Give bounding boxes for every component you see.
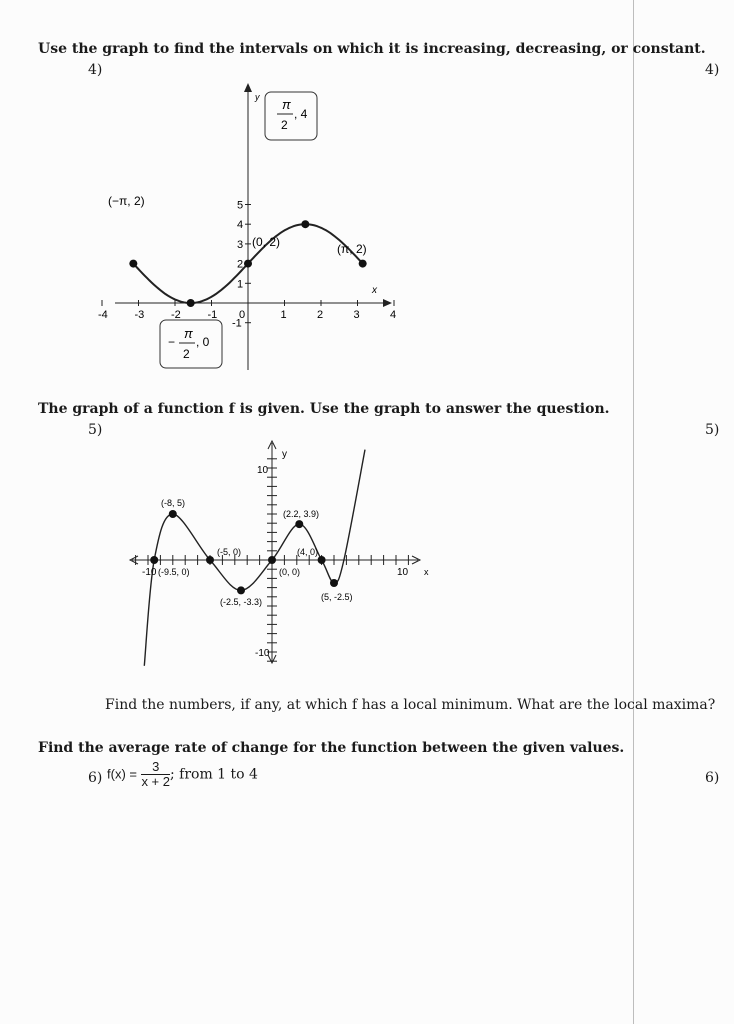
problem-5-number: 5) [88, 422, 103, 438]
problem-6-heading: Find the average rate of change for the function between the given values. [38, 740, 625, 756]
graph-4-x-tick-label: -3 [134, 309, 145, 321]
problem-4-number: 4) [88, 62, 103, 78]
graph-5-x-tick-neg10: -10 [142, 567, 157, 578]
graph-4-x-tick-label: 2 [317, 309, 324, 321]
problem-5-answer-number: 5) [705, 422, 720, 438]
graph-5-y-label: y [282, 449, 287, 460]
graph-4-y-tick-label: 4 [237, 219, 244, 232]
graph-5-point [237, 586, 245, 594]
graph-4-point [301, 220, 309, 228]
graph-4-label-min [160, 320, 222, 368]
graph-4-y-tick-label: 5 [237, 199, 244, 212]
graph-5-point [318, 556, 326, 564]
expr-suffix: ; from 1 to 4 [169, 766, 258, 783]
graph-4-y-tick-label: -1 [232, 317, 242, 330]
graph-4-point [359, 260, 367, 268]
svg-text:, 4: , 4 [294, 107, 308, 121]
expr-denominator: x + 2 [141, 774, 170, 789]
graph-5-label-neg8: (-8, 5) [161, 498, 186, 508]
problem-4-answer-number: 4) [705, 62, 720, 78]
expr-numerator: 3 [141, 760, 170, 775]
graph-4-y-tick-label: 3 [237, 238, 244, 251]
graph-5 [120, 435, 430, 675]
svg-text:, 0: , 0 [196, 335, 210, 349]
graph-5-label-5: (5, -2.5) [321, 592, 353, 602]
graph-5-label-neg2-5: (-2.5, -3.3) [220, 597, 263, 607]
svg-text:π: π [184, 326, 193, 341]
graph-4-x-arrow [383, 299, 392, 307]
problem-5-question: Find the numbers, if any, at which f has a local minimum. What are the local maxima? [105, 697, 716, 713]
problem-5-heading: The graph of a function f is given. Use the graph to answer the question. [38, 401, 610, 417]
graph-5-y-tick-neg10: -10 [255, 648, 270, 659]
graph-5-label-4: (4, 0) [297, 547, 319, 557]
graph-4-label-zero: (0, 2) [252, 235, 281, 249]
graph-4 [100, 80, 400, 380]
problem-6-answer-number: 6) [705, 770, 720, 786]
graph-4-x-label: x [372, 285, 377, 296]
graph-5-x-label: x [424, 567, 429, 577]
svg-text:2: 2 [281, 118, 288, 132]
expr-prefix: f(x) = [107, 766, 137, 782]
graph-4-point [129, 260, 137, 268]
graph-4-x-tick-label: -2 [171, 309, 181, 321]
answer-margin-line [633, 0, 634, 1024]
graph-5-point [330, 579, 338, 587]
graph-4-x-tick-label: 0 [239, 309, 246, 321]
graph-4-label-pi: (π, 2) [337, 242, 367, 256]
graph-4-y-label: y [255, 92, 260, 102]
graph-4-x-tick-label: -4 [98, 309, 108, 321]
graph-5-label-2-2: (2.2, 3.9) [283, 509, 320, 519]
graph-4-y-arrow [244, 83, 252, 92]
expr-fraction [141, 760, 170, 789]
graph-4-label-max [265, 92, 317, 140]
graph-5-point [268, 556, 276, 564]
graph-5-point [295, 520, 303, 528]
graph-5-point [150, 556, 158, 564]
graph-5-curve [144, 450, 365, 666]
graph-5-y-tick-10: 10 [257, 465, 269, 476]
graph-4-x-tick-label: -1 [207, 309, 218, 321]
graph-5-label-neg5: (-5, 0) [217, 547, 242, 557]
svg-text:2: 2 [183, 347, 190, 361]
graph-4-x-tick-label: 4 [390, 309, 397, 321]
graph-4-x-tick-label: 1 [280, 309, 287, 321]
graph-5-point [206, 556, 214, 564]
problem-6-expression [107, 760, 258, 789]
graph-5-point [169, 510, 177, 518]
graph-5-x-tick-10: 10 [397, 567, 409, 578]
graph-5-label-zero: (0, 0) [279, 567, 301, 577]
graph-4-y-tick-label: 1 [237, 278, 244, 291]
graph-4-x-tick-label: 3 [353, 309, 360, 321]
graph-5-label-neg9-5: (-9.5, 0) [158, 567, 190, 577]
svg-text:π: π [282, 97, 291, 112]
graph-4-y-tick-label: 2 [237, 258, 244, 271]
problem-6-number: 6) [88, 770, 103, 786]
problem-4-heading: Use the graph to find the intervals on which it is increasing, decreasing, or constant. [38, 41, 706, 57]
graph-4-point [187, 299, 195, 307]
graph-4-point [244, 260, 252, 268]
graph-4-label-neg-pi: (−π, 2) [108, 194, 145, 208]
svg-text:−: − [168, 335, 176, 349]
